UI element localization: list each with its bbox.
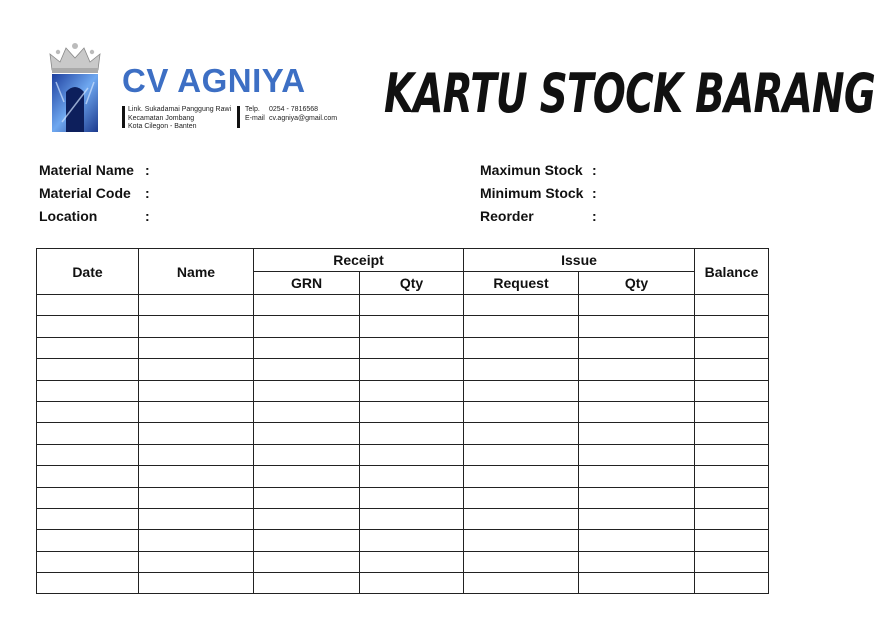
- request-header: Request: [464, 272, 579, 295]
- email-label: E-mail: [245, 114, 265, 122]
- issue-qty-header: Qty: [579, 272, 695, 295]
- table-cell[interactable]: [254, 444, 360, 465]
- table-cell[interactable]: [360, 380, 464, 401]
- table-cell[interactable]: [695, 444, 769, 465]
- table-cell[interactable]: [360, 316, 464, 337]
- table-cell[interactable]: [695, 401, 769, 422]
- minimum-stock-colon: :: [592, 185, 597, 201]
- material-name-label: Material Name: [39, 162, 134, 178]
- document-title: KARTU STOCK BARANG: [384, 62, 875, 125]
- table-cell[interactable]: [360, 423, 464, 444]
- table-cell[interactable]: [579, 551, 695, 572]
- maximum-stock-label: Maximun Stock: [480, 162, 583, 178]
- stock-table-body: [37, 295, 769, 594]
- table-cell[interactable]: [695, 316, 769, 337]
- table-cell[interactable]: [464, 551, 579, 572]
- table-cell[interactable]: [464, 401, 579, 422]
- table-cell[interactable]: [139, 337, 254, 358]
- table-cell[interactable]: [579, 530, 695, 551]
- table-cell[interactable]: [579, 401, 695, 422]
- receipt-header: Receipt: [254, 249, 464, 272]
- table-cell[interactable]: [254, 573, 360, 594]
- table-cell[interactable]: [360, 551, 464, 572]
- table-cell[interactable]: [695, 423, 769, 444]
- material-code-colon: :: [145, 185, 150, 201]
- reorder-colon: :: [592, 208, 597, 224]
- table-cell[interactable]: [360, 359, 464, 380]
- table-cell[interactable]: [579, 444, 695, 465]
- table-cell[interactable]: [695, 380, 769, 401]
- table-cell[interactable]: [695, 573, 769, 594]
- company-address-line: Kota Cilegon - Banten: [128, 123, 197, 130]
- table-cell[interactable]: [579, 466, 695, 487]
- table-cell[interactable]: [695, 466, 769, 487]
- table-cell[interactable]: [464, 487, 579, 508]
- table-cell[interactable]: [254, 551, 360, 572]
- minimum-stock-label: Minimum Stock: [480, 185, 584, 201]
- table-cell[interactable]: [464, 444, 579, 465]
- table-cell[interactable]: [139, 359, 254, 380]
- table-cell[interactable]: [37, 573, 139, 594]
- table-cell[interactable]: [139, 487, 254, 508]
- table-row: [37, 295, 769, 316]
- table-cell[interactable]: [37, 530, 139, 551]
- table-row: [37, 401, 769, 422]
- table-cell[interactable]: [360, 295, 464, 316]
- issue-header: Issue: [464, 249, 695, 272]
- reorder-label: Reorder: [480, 208, 534, 224]
- table-cell[interactable]: [254, 423, 360, 444]
- table-cell[interactable]: [139, 530, 254, 551]
- table-cell[interactable]: [579, 573, 695, 594]
- table-cell[interactable]: [37, 380, 139, 401]
- table-row: [37, 487, 769, 508]
- table-cell[interactable]: [139, 295, 254, 316]
- table-cell[interactable]: [360, 508, 464, 529]
- table-cell[interactable]: [360, 401, 464, 422]
- table-cell[interactable]: [37, 295, 139, 316]
- table-cell[interactable]: [579, 316, 695, 337]
- table-row: [37, 423, 769, 444]
- table-cell[interactable]: [139, 573, 254, 594]
- table-cell[interactable]: [139, 508, 254, 529]
- table-cell[interactable]: [37, 487, 139, 508]
- table-cell[interactable]: [139, 466, 254, 487]
- table-cell[interactable]: [139, 423, 254, 444]
- table-cell[interactable]: [579, 380, 695, 401]
- table-row: [37, 466, 769, 487]
- email-value: cv.agniya@gmail.com: [269, 114, 338, 122]
- table-cell[interactable]: [464, 359, 579, 380]
- name-header: Name: [139, 249, 254, 295]
- table-cell[interactable]: [579, 295, 695, 316]
- table-cell[interactable]: [37, 444, 139, 465]
- table-cell[interactable]: [139, 316, 254, 337]
- table-row: [37, 380, 769, 401]
- table-cell[interactable]: [464, 573, 579, 594]
- table-cell[interactable]: [464, 337, 579, 358]
- table-cell[interactable]: [579, 423, 695, 444]
- table-cell[interactable]: [695, 487, 769, 508]
- table-cell[interactable]: [360, 487, 464, 508]
- phone-label: Telp.: [245, 106, 260, 113]
- table-row: [37, 337, 769, 358]
- company-address-line: Kecamatan Jombang: [128, 114, 195, 122]
- table-cell[interactable]: [254, 359, 360, 380]
- table-cell[interactable]: [464, 466, 579, 487]
- table-cell[interactable]: [360, 530, 464, 551]
- table-cell[interactable]: [579, 487, 695, 508]
- company-logo: [44, 42, 106, 134]
- table-cell[interactable]: [464, 423, 579, 444]
- table-cell[interactable]: [464, 380, 579, 401]
- balance-header: Balance: [695, 249, 769, 295]
- table-row: [37, 508, 769, 529]
- table-cell[interactable]: [464, 295, 579, 316]
- table-cell[interactable]: [254, 295, 360, 316]
- location-label: Location: [39, 208, 98, 224]
- table-cell[interactable]: [37, 551, 139, 572]
- table-cell[interactable]: [37, 401, 139, 422]
- table-cell[interactable]: [360, 466, 464, 487]
- table-cell[interactable]: [139, 380, 254, 401]
- maximum-stock-colon: :: [592, 162, 597, 178]
- date-header: Date: [37, 249, 139, 295]
- address-divider: [122, 106, 125, 128]
- table-cell[interactable]: [254, 508, 360, 529]
- material-name-colon: :: [145, 162, 150, 178]
- table-cell[interactable]: [695, 359, 769, 380]
- company-name: CV AGNIYA: [122, 62, 306, 99]
- table-row: [37, 551, 769, 572]
- table-cell[interactable]: [360, 337, 464, 358]
- contact-divider: [237, 106, 240, 128]
- table-cell[interactable]: [254, 530, 360, 551]
- table-cell[interactable]: [37, 337, 139, 358]
- table-row: [37, 573, 769, 594]
- table-cell[interactable]: [254, 466, 360, 487]
- table-cell[interactable]: [254, 401, 360, 422]
- table-cell[interactable]: [695, 530, 769, 551]
- table-cell[interactable]: [579, 359, 695, 380]
- location-colon: :: [145, 208, 150, 224]
- table-cell[interactable]: [254, 337, 360, 358]
- table-cell[interactable]: [579, 337, 695, 358]
- phone-value: 0254 - 7816568: [269, 106, 319, 113]
- table-row: [37, 444, 769, 465]
- table-row: [37, 359, 769, 380]
- table-cell[interactable]: [695, 508, 769, 529]
- table-cell[interactable]: [37, 359, 139, 380]
- table-cell[interactable]: [37, 316, 139, 337]
- table-cell[interactable]: [695, 295, 769, 316]
- material-code-label: Material Code: [39, 185, 131, 201]
- table-cell[interactable]: [464, 530, 579, 551]
- table-cell[interactable]: [254, 380, 360, 401]
- table-cell[interactable]: [37, 466, 139, 487]
- table-cell[interactable]: [37, 423, 139, 444]
- table-cell[interactable]: [139, 551, 254, 572]
- table-cell[interactable]: [360, 444, 464, 465]
- table-cell[interactable]: [254, 487, 360, 508]
- table-cell[interactable]: [464, 316, 579, 337]
- grn-header: GRN: [254, 272, 360, 295]
- table-cell[interactable]: [579, 508, 695, 529]
- table-cell[interactable]: [360, 573, 464, 594]
- table-cell[interactable]: [695, 337, 769, 358]
- stock-table: [36, 248, 769, 594]
- table-cell[interactable]: [139, 444, 254, 465]
- company-address-line: Link. Sukadamai Panggung Rawi: [128, 106, 232, 113]
- table-cell[interactable]: [695, 551, 769, 572]
- table-cell[interactable]: [464, 508, 579, 529]
- table-cell[interactable]: [139, 401, 254, 422]
- receipt-qty-header: Qty: [360, 272, 464, 295]
- table-cell[interactable]: [254, 316, 360, 337]
- table-row: [37, 316, 769, 337]
- table-row: [37, 530, 769, 551]
- table-cell[interactable]: [37, 508, 139, 529]
